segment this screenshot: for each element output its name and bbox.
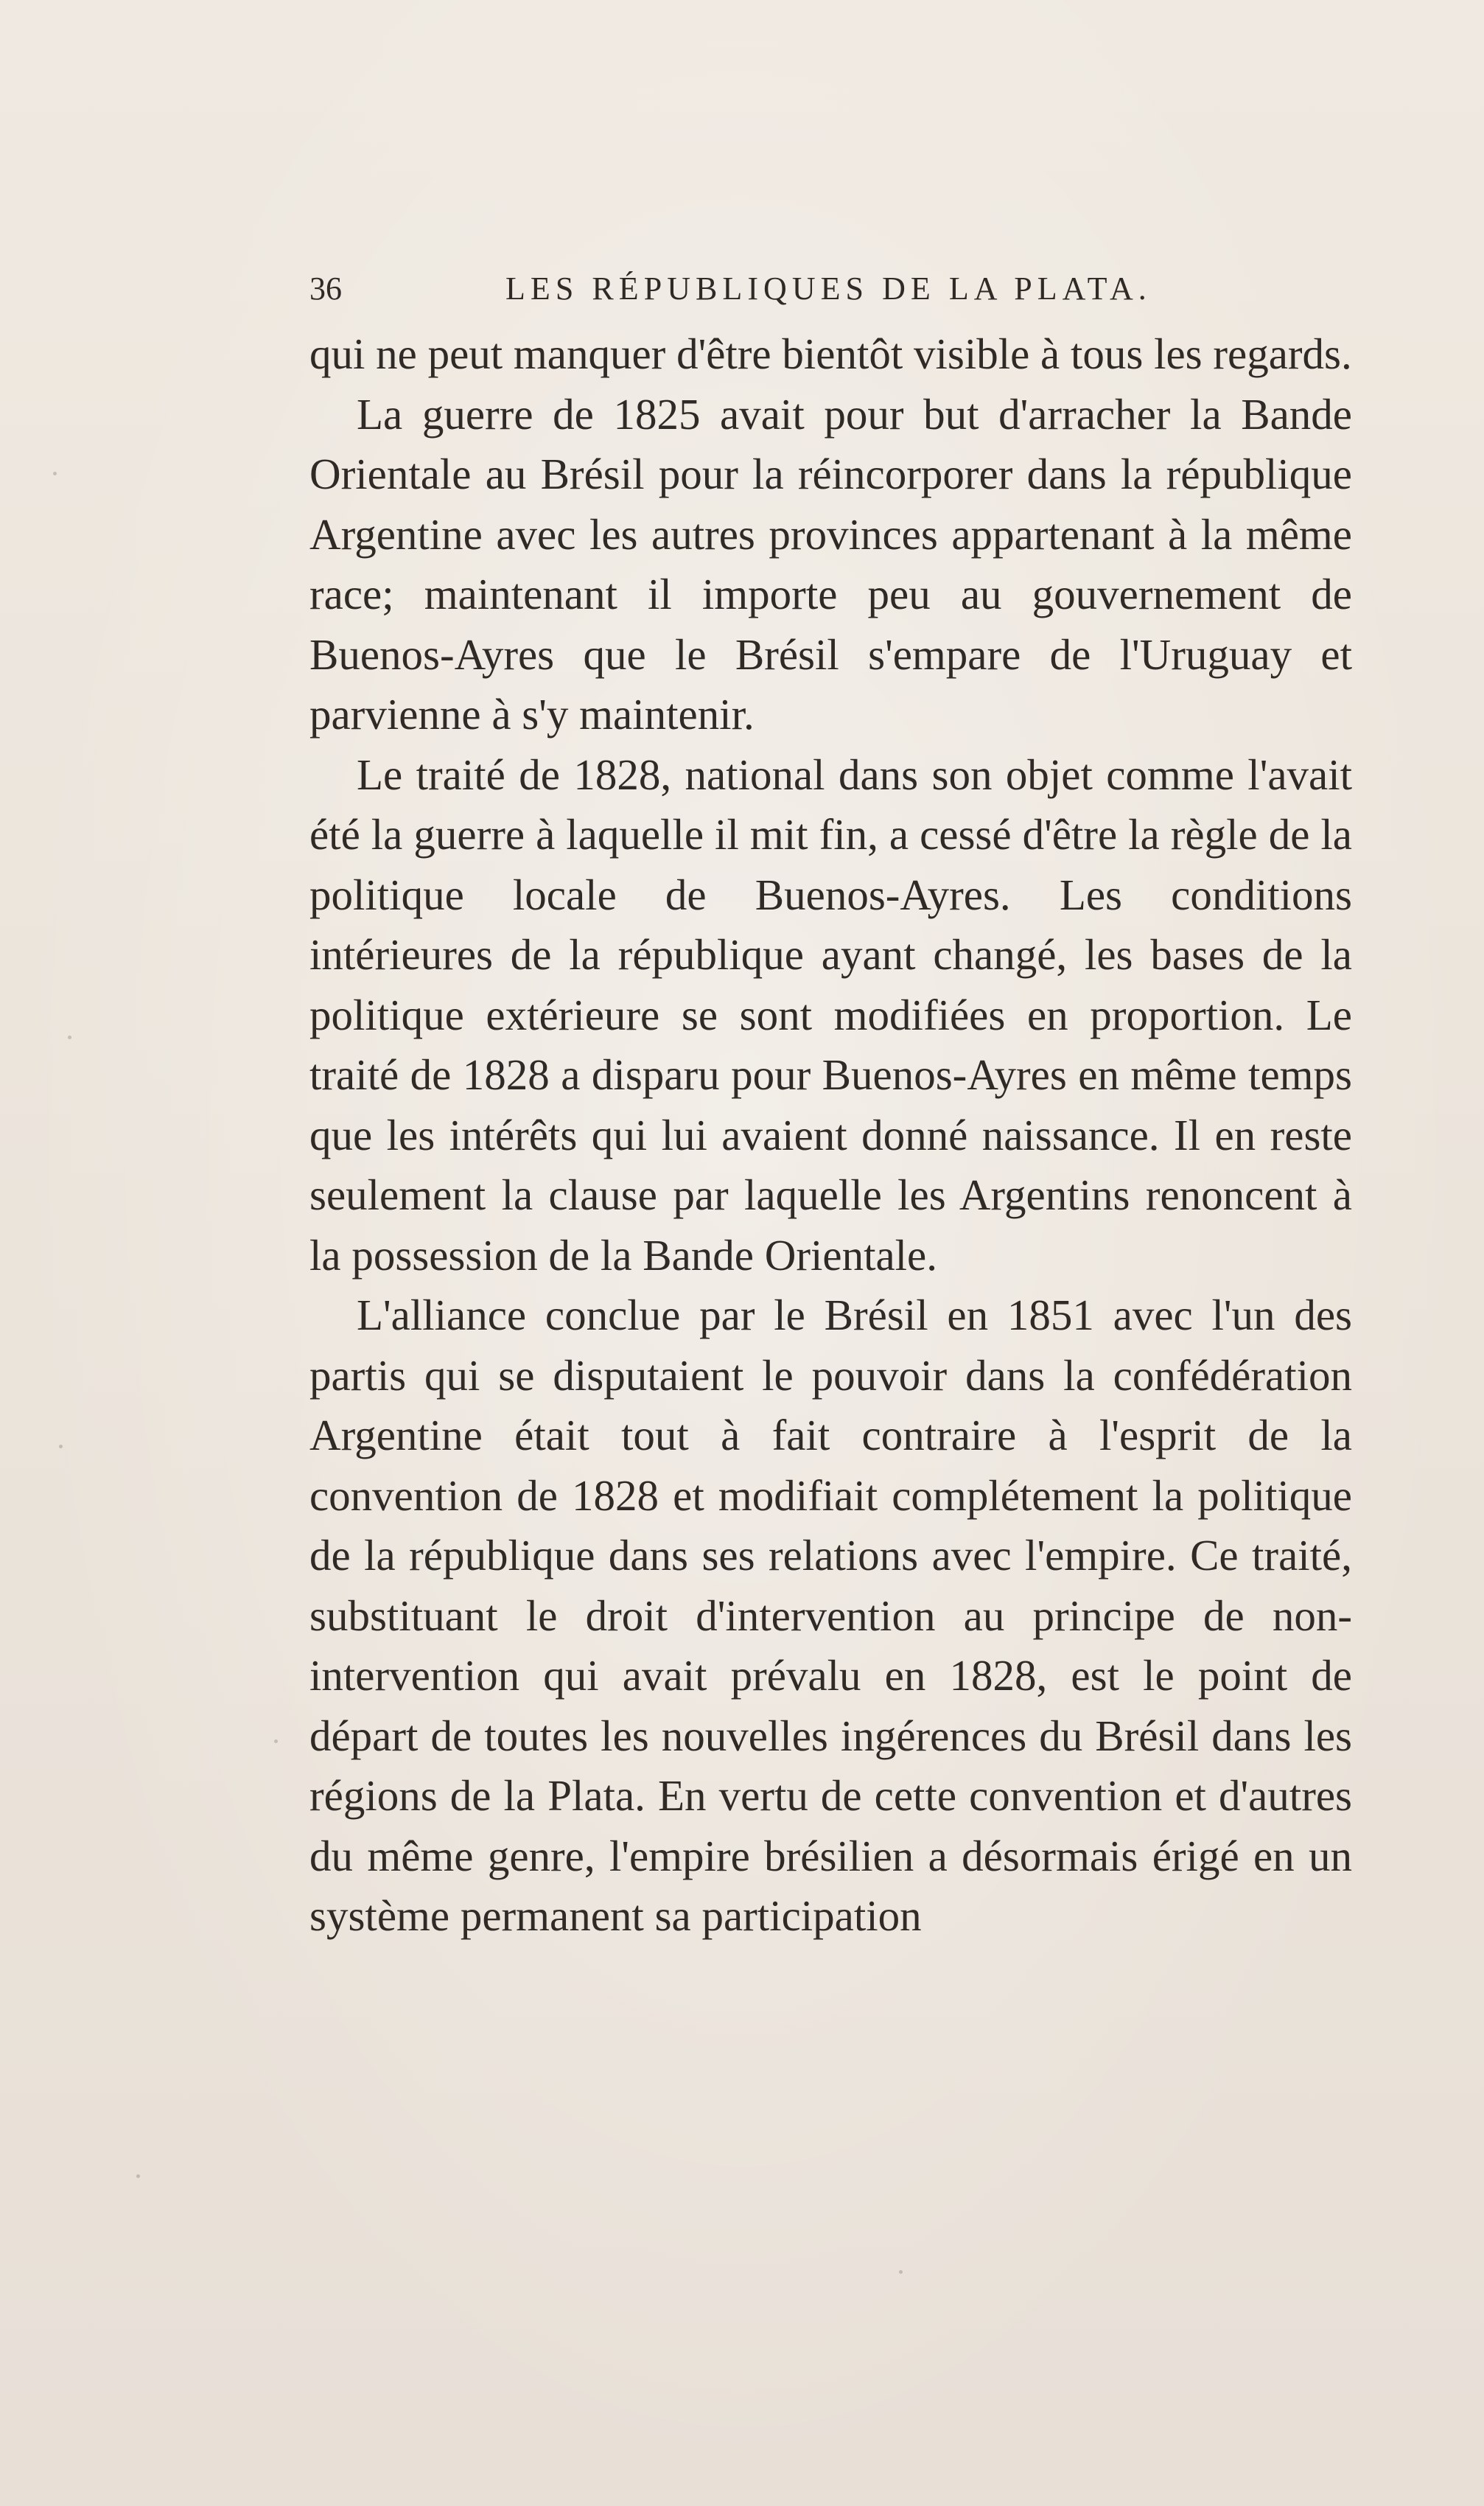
paragraph-traite-1828: Le traité de 1828, national dans son objet comme l'avait été la guerre à laquelle il mit fin, a cessé d'être la règle de la politique locale de Buenos-Ayres. Les conditions intérieures de la république ayant changé, les bases de la politique extérieure se sont modifiées en proportion. Le traité de 1828 a disparu pour Buenos-Ayres en même temps que les intérêts qui lui avaient donné naissance. Il en reste seulement la clause par laquelle les Argentins renoncent à la possession de la Bande Orientale. <box>309 750 1352 1280</box>
running-head-title: LES RÉPUBLIQUES DE LA PLATA. <box>505 271 1152 307</box>
paragraph-continuation: qui ne peut manquer d'être bientôt visible à tous les regards. <box>309 329 1352 378</box>
body-text <box>309 324 1352 1947</box>
paragraph-alliance-1851: L'alliance conclue par le Brésil en 1851 avec l'un des partis qui se disputaient le pouvoir dans la confédération Argentine était tout à fait contraire à l'esprit de la convention de 1828 et modifiait complétement la politique de la république dans ses relations avec l'empire. Ce traité, substituant le droit d'intervention au principe de non-intervention qui avait prévalu en 1828, est le point de départ de toutes les nouvelles ingérences du Brésil dans les régions de la Plata. En vertu de cette convention et d'autres du même genre, l'empire brésilien a désormais érigé en un système permanent sa participation <box>309 1291 1352 1940</box>
page-number: 36 <box>309 271 342 307</box>
paper-speck <box>59 1445 63 1448</box>
paper-speck <box>899 2270 903 2274</box>
running-head <box>309 267 1341 311</box>
paper-speck <box>274 1739 278 1743</box>
paragraph-guerre-1825: La guerre de 1825 avait pour but d'arracher la Bande Orientale au Brésil pour la réincorporer dans la république Argentine avec les autres provinces appartenant à la même race; maintenant il importe peu au gouvernement de Buenos-Ayres que le Brésil s'empare de l'Uruguay et parvienne à s'y maintenir. <box>309 389 1352 739</box>
paper-speck <box>68 1036 71 1039</box>
paper-speck <box>53 472 57 475</box>
paper-speck <box>136 2174 140 2178</box>
